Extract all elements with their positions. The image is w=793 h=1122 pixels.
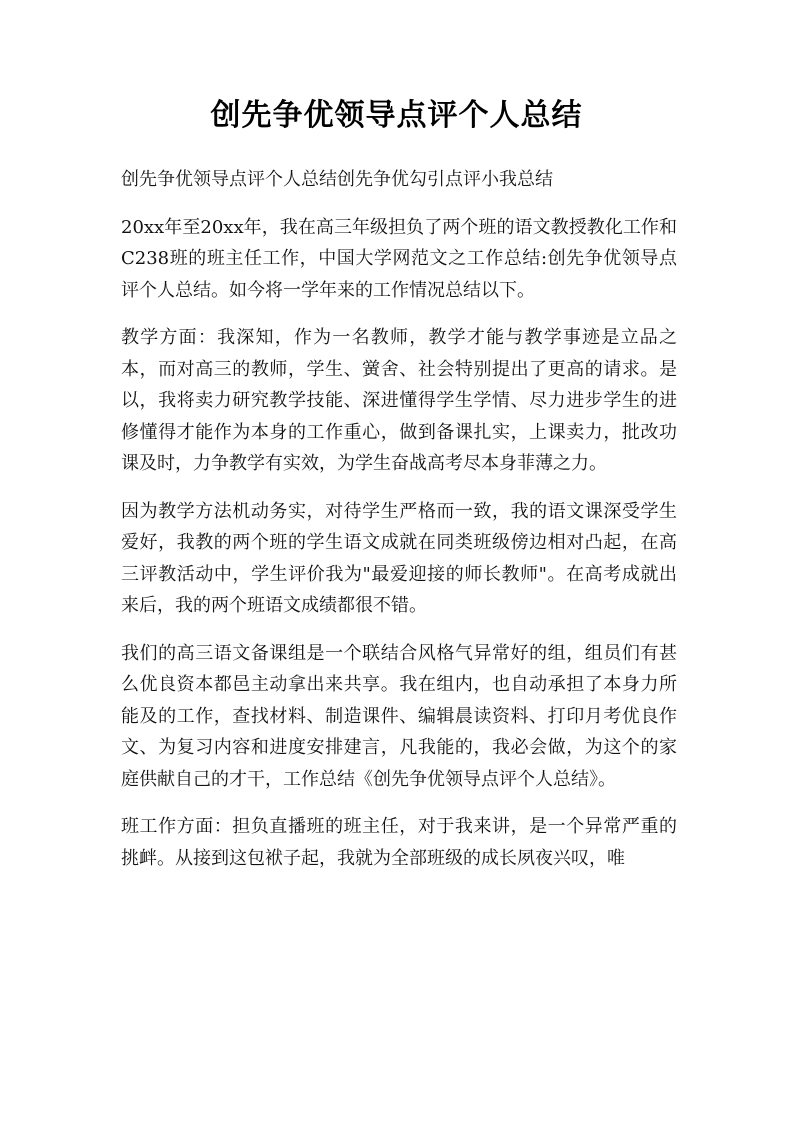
paragraph-intro: 20xx年至20xx年，我在高三年级担负了两个班的语文教授教化工作和C238班的班主任工作，中国大学网范文之工作总结:创先争优领导点评个人总结。如今将一学年来的工作情况总结以下。 xyxy=(121,216,677,301)
paragraph-teaching: 教学方面：我深知，作为一名教师，教学才能与教学事迹是立品之本，而对高三的教师，学生、黉舍、社会特别提出了更高的请求。是以，我将卖力研究教学技能、深进懂得学生学情、尽力进步学生的进修懂得才能作为本身的工作重心，做到备课扎实，上课卖力，批改功课及时，力争教学有实效，为学生奋战高考尽本身菲薄之力。 xyxy=(121,327,677,474)
paragraph-class-work: 班工作方面：担负直播班的班主任，对于我来讲，是一个异常严重的挑衅。从接到这包袱子起，我就为全部班级的成长夙夜兴叹，唯 xyxy=(121,816,677,869)
document-title: 创先争优领导点评个人总结 xyxy=(210,98,583,133)
paragraph-subtitle: 创先争优领导点评个人总结创先争优勾引点评小我总结 xyxy=(121,169,553,190)
paragraph-results: 因为教学方法机动务实，对待学生严格而一致，我的语文课深受学生爱好，我教的两个班的学生语文成就在同类班级傍边相对凸起，在高三评教活动中，学生评价我为"最爱迎接的师长教师"。在高考成就出来后，我的两个班语文成绩都很不错。 xyxy=(121,500,677,616)
paragraph-team: 我们的高三语文备课组是一个联结合风格气异常好的组，组员们有甚么优良资本都邑主动拿出来共享。我在组内，也自动承担了本身力所能及的工作，查找材料、制造课件、编辑晨读资料、打印月考优良作文、为复习内容和进度安排建言，凡我能的，我必会做，为这个的家庭供献自己的才干，工作总结《创先争优领导点评个人总结》。 xyxy=(121,642,677,790)
document-body xyxy=(121,164,677,890)
